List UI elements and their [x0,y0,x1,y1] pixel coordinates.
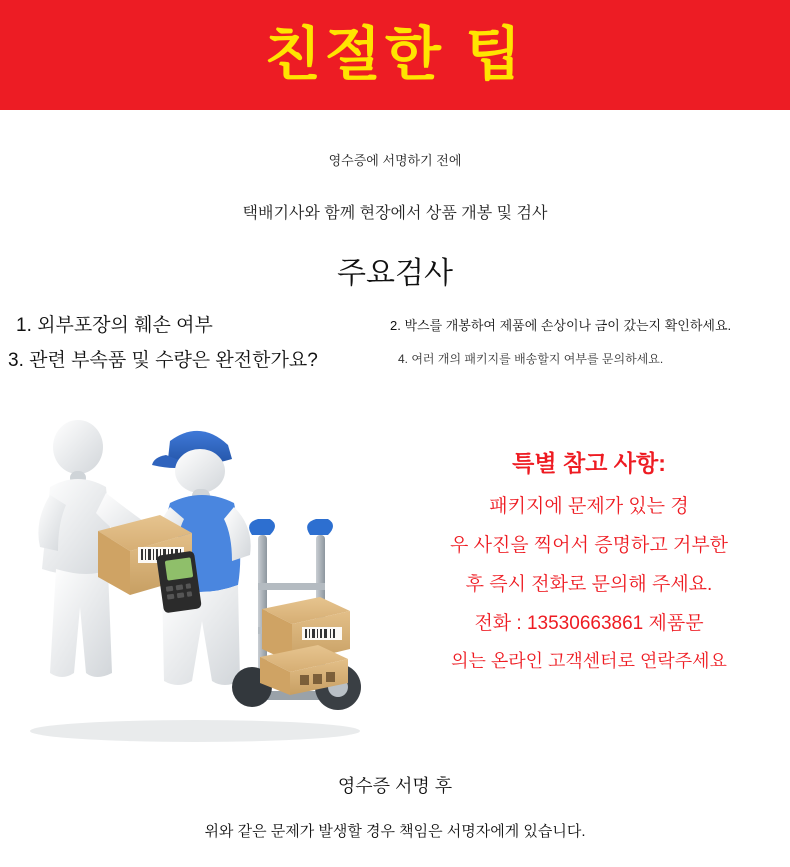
checklist-item-2: 2. 박스를 개봉하여 제품에 손상이나 금이 갔는지 확인하세요. [390,318,732,333]
special-notice [398,445,780,689]
barcode-scanner [156,551,202,614]
checklist-item-3: 3. 관련 부속품 및 수량은 완전한가요? [8,350,318,371]
section-title: 주요검사 [337,257,453,290]
delivery-illustration [20,395,400,745]
notice-title: 특별 참고 사항: [512,450,666,476]
footer-line-2: 위와 같은 문제가 발생할 경우 책임은 서명자에게 있습니다. [204,823,586,840]
notice-line-2: 우 사진을 찍어서 증명하고 거부한 [449,534,729,556]
notice-line-3: 후 즉시 전화로 문의해 주세요. [465,573,713,595]
page-title: 친절한 팁 [264,22,526,87]
intro-line-1: 영수증에 서명하기 전에 [328,153,462,168]
notice-support-line: 의는 온라인 고객센터로 연락주세요 [451,651,727,672]
intro-line-2: 택배기사와 함께 현장에서 상품 개봉 및 검사 [242,205,548,222]
notice-line-1: 패키지에 문제가 있는 경 [489,496,689,517]
header-banner [0,0,790,110]
footer-line-1: 영수증 서명 후 [337,776,453,796]
stacked-boxes [260,597,350,695]
checklist-item-1: 1. 외부포장의 훼손 여부 [16,315,213,336]
ground-shadow [30,720,360,742]
checklist-item-4: 4. 여러 개의 패키지를 배송할지 여부를 문의하세요. [398,352,664,366]
notice-phone-line: 전화 : 13530663861 제품문 [474,612,704,634]
